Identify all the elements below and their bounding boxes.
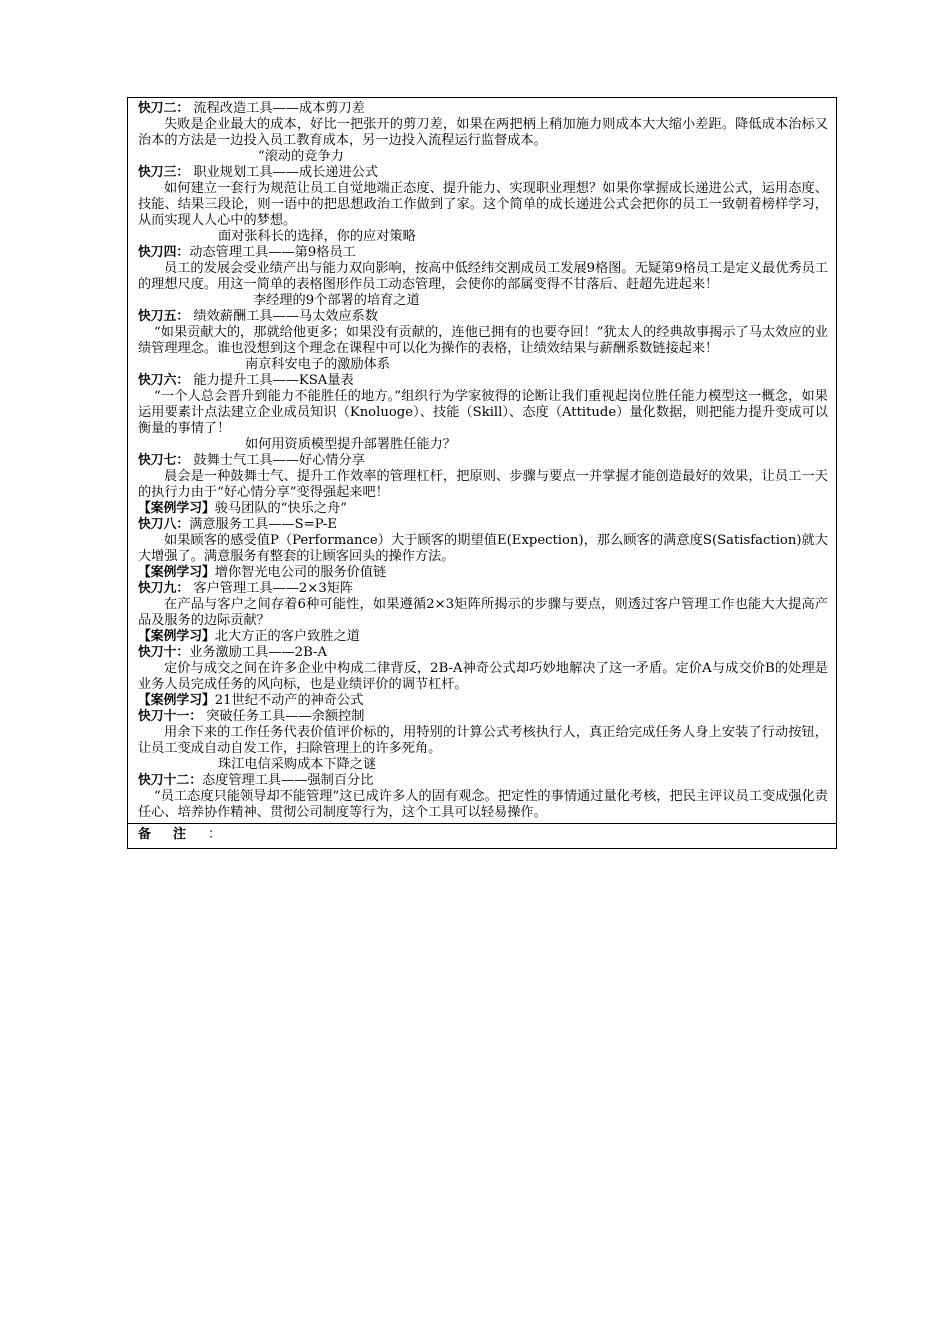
section-12-heading [138, 773, 828, 789]
case-study-title: 21世纪不动产的神奇公式 [214, 693, 364, 708]
section-6-heading [138, 373, 828, 389]
section-8-case [138, 565, 828, 581]
section-9-heading [138, 581, 828, 597]
remark-label: 备注 [138, 827, 209, 842]
section-2-body: 失败是企业最大的成本，好比一把张开的剪刀差，如果在两把柄上稍加施力则成本大大缩小差距。降低成本治标又治本的方法是一边投入员工教育成本，另一边投入流程运行监督成本。 [138, 117, 828, 148]
case-study-label: 【案例学习】 [138, 693, 215, 708]
section-title: 流程改造工具——成本剪刀差 [189, 101, 365, 116]
section-label: 快刀九： [138, 581, 190, 596]
section-label: 快刀六： [138, 373, 190, 388]
section-title: 突破任务工具——余额控制 [201, 709, 365, 724]
section-11-case: 珠江电信采购成本下降之谜 [218, 757, 377, 772]
section-title: 态度管理工具——强制百分比 [201, 773, 374, 788]
section-3-heading [138, 165, 828, 181]
case-study-title: 骏马团队的“快乐之舟” [214, 501, 347, 516]
section-label: 快刀十一： [138, 709, 202, 724]
section-3-case: 面对张科长的选择，你的应对策略 [218, 229, 416, 244]
section-label: 快刀十二： [138, 773, 202, 788]
section-label: 快刀十： [138, 645, 190, 660]
section-label: 快刀八： [138, 517, 190, 532]
remark-cell [128, 824, 836, 848]
section-7-body: 晨会是一种鼓舞士气、提升工作效率的管理杠杆，把原则、步骤与要点一并掌握才能创造最好的效果，让员工一天的执行力由于“好心情分享”变得强起来吧！ [138, 469, 828, 500]
section-title: 动态管理工具——第9格员工 [189, 245, 356, 260]
section-title: 绩效薪酬工具——马太效应系数 [189, 309, 379, 324]
section-title: 客户管理工具——2×3矩阵 [189, 581, 354, 596]
section-9-body: 在产品与客户之间存着6种可能性，如果遵循2×3矩阵所揭示的步骤与要点，则透过客户管理工作也能大大提高产品及服务的边际贡献？ [138, 597, 828, 628]
section-4-case: 李经理的9个部署的培育之道 [253, 293, 420, 308]
section-8-body: 如果顾客的感受值P（Performance）大于顾客的期望值E(Expection)，那么顾客的满意度S(Satisfaction)就大大增强了。满意服务有整套的让顾客回头的操作方法。 [138, 533, 828, 564]
section-10-heading [138, 645, 828, 661]
section-5-heading [138, 309, 828, 325]
section-title: 职业规划工具——成长递进公式 [189, 165, 379, 180]
section-label: 快刀二： [138, 101, 190, 116]
section-title: 满意服务工具——S=P-E [189, 517, 338, 532]
case-study-label: 【案例学习】 [138, 501, 215, 516]
case-study-title: 北大方正的客户致胜之道 [214, 629, 360, 644]
section-title: 能力提升工具——KSA量表 [189, 373, 354, 388]
section-11-heading [138, 709, 828, 725]
section-10-body: 定价与成交之间在许多企业中构成二律背反，2B-A神奇公式却巧妙地解决了这一矛盾。定价A与成交价B的处理是业务人员完成任务的风向标，也是业绩评价的调节杠杆。 [138, 661, 828, 692]
remark-colon: ： [208, 827, 222, 842]
section-label: 快刀七： [138, 453, 190, 468]
section-4-body: 员工的发展会受业绩产出与能力双向影响，按高中低经纬交割成员工发展9格图。无疑第9格员工是定义最优秀员工的理想尺度。用这一简单的表格图形作员工动态管理，会使你的部属变得不甘落后、赶超先进起来！ [138, 261, 828, 292]
section-label: 快刀五： [138, 309, 190, 324]
section-6-body: “一个人总会晋升到能力不能胜任的地方。”组织行为学家彼得的论断让我们重视起岗位胜任能力模型这一概念，如果运用要素计点法建立企业成员知识（Knoluoge）、技能（Skill）、态度（Attitude）量化数据，则把能力提升变成可以衡量的事情了！ [138, 389, 828, 436]
section-12-body: “员工态度只能领导却不能管理”这已成许多人的固有观念。把定性的事情通过量化考核，把民主评议员工变成强化责任心、培养协作精神、贯彻公司制度等行为，这个工具可以轻易操作。 [138, 789, 828, 820]
section-2-case: “滚动的竞争力 [258, 149, 344, 164]
section-10-case [138, 693, 828, 709]
section-title: 业务激励工具——2B-A [189, 645, 327, 660]
section-5-body: “如果贡献大的，那就给他更多；如果没有贡献的，连他已拥有的也要夺回！”犹太人的经典故事揭示了马太效应的业绩管理理念。谁也没想到这个理念在课程中可以化为操作的表格，让绩效结果与薪酬系数链接起来！ [138, 325, 828, 356]
section-2-heading [138, 101, 828, 117]
section-8-heading [138, 517, 828, 533]
section-4-heading [138, 245, 828, 261]
section-6-case: 如何用资质模型提升部署胜任能力？ [245, 437, 456, 452]
case-study-label: 【案例学习】 [138, 629, 215, 644]
section-9-case [138, 629, 828, 645]
section-label: 快刀四： [138, 245, 190, 260]
section-5-case: 南京科安电子的激励体系 [245, 357, 391, 372]
case-study-label: 【案例学习】 [138, 565, 215, 580]
section-3-body: 如何建立一套行为规范让员工自觉地端正态度、提升能力、实现职业理想？如果你掌握成长递进公式，运用态度、技能、结果三段论，则一语中的把思想政治工作做到了家。这个简单的成长递进公式会把你的员工一致朝着榜样学习，从而实现人人心中的梦想。 [138, 181, 828, 228]
case-study-title: 增你智光电公司的服务价值链 [214, 565, 387, 580]
document-table [127, 97, 837, 849]
section-7-case [138, 501, 828, 517]
section-title: 鼓舞士气工具——好心情分享 [189, 453, 365, 468]
section-7-heading [138, 453, 828, 469]
content-cell [128, 98, 836, 824]
section-label: 快刀三： [138, 165, 190, 180]
section-11-body: 用余下来的工作任务代表价值评价标的，用特别的计算公式考核执行人，真正给完成任务人身上安装了行动按钮，让员工变成自动自发工作，扫除管理上的许多死角。 [138, 725, 828, 756]
